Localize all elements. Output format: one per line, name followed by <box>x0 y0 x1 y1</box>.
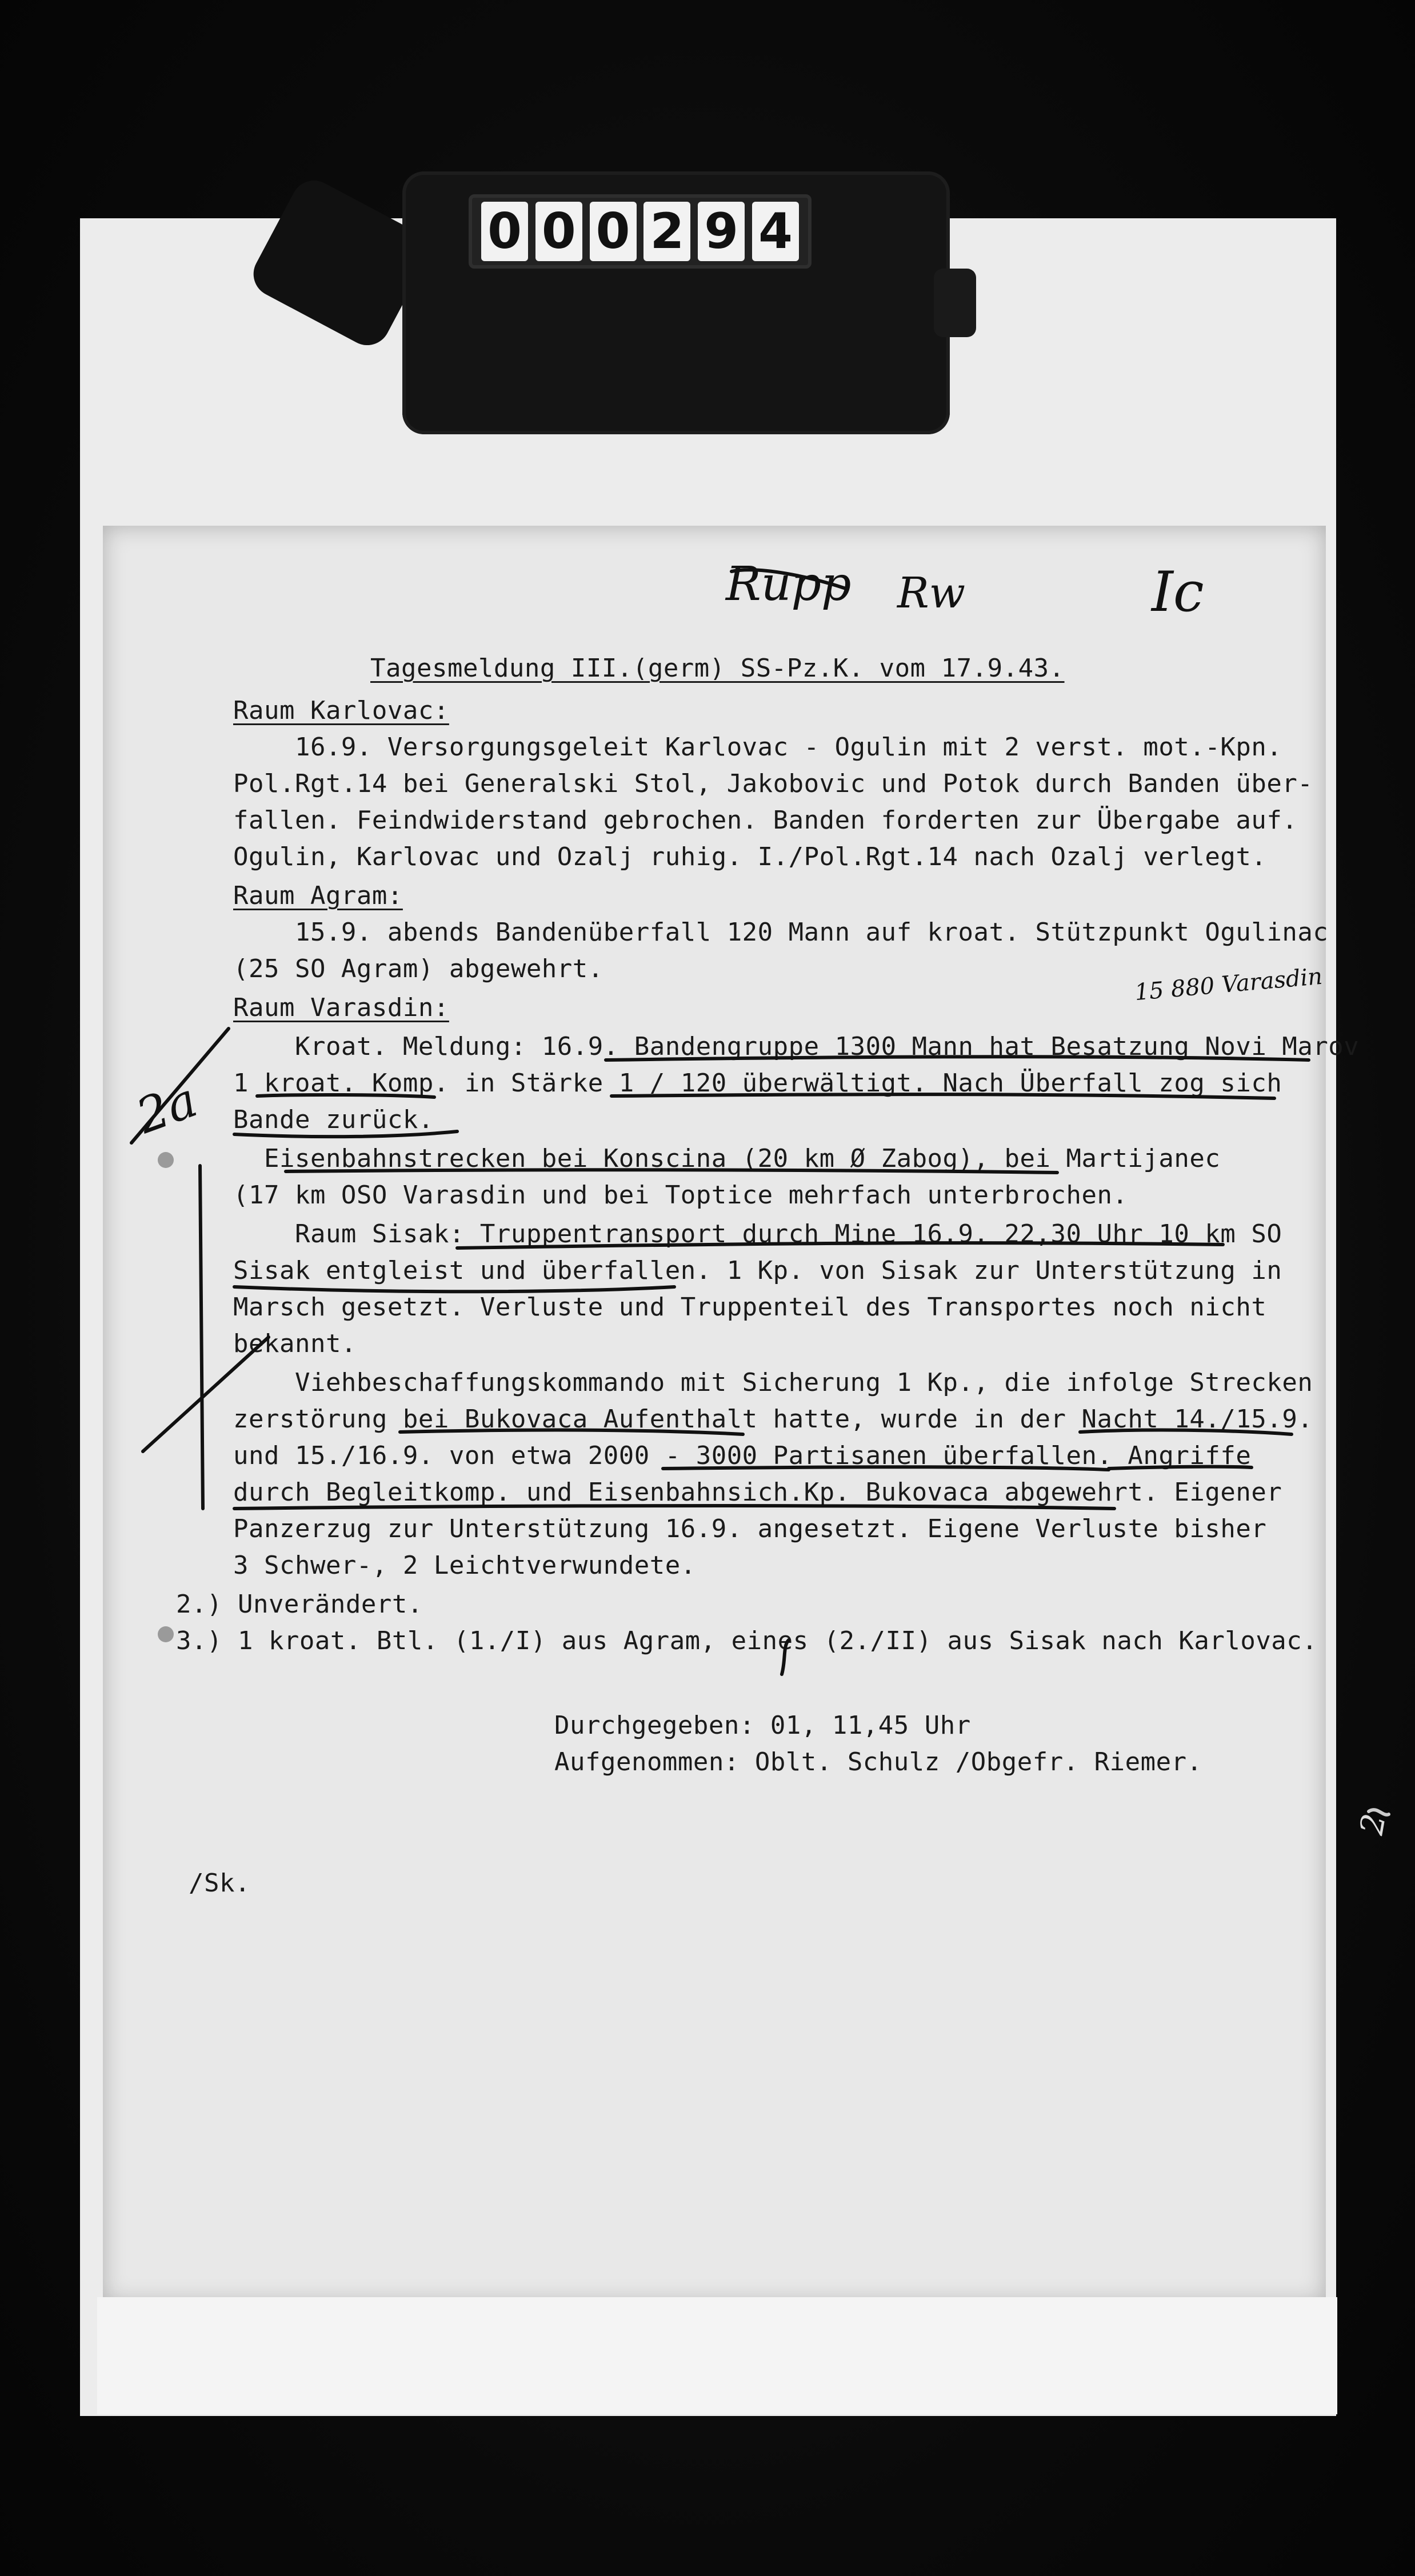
handwritten-margin-mark: 2a <box>129 1071 205 1145</box>
transmission-note: Durchgegeben: 01, 11,45 Uhr <box>554 1711 971 1740</box>
counter-digit: 0 <box>481 202 528 261</box>
text-line: Ogulin, Karlovac und Ozalj ruhig. I./Pol.Rgt.14 nach Ozalj verlegt. <box>233 842 1267 871</box>
handwritten-section-mark: Ic <box>1152 560 1204 624</box>
page-bottom-strip <box>97 2297 1337 2414</box>
text-line: (17 km OSO Varasdin und bei Toptice mehrfach unterbrochen. <box>233 1181 1128 1210</box>
text-line: Pol.Rgt.14 bei Generalski Stol, Jakobovic und Potok durch Banden über- <box>233 769 1313 798</box>
receipt-note: Aufgenommen: Oblt. Schulz /Obgefr. Riemer. <box>554 1747 1202 1777</box>
text-line: bekannt. <box>233 1329 357 1358</box>
typist-initials: /Sk. <box>189 1869 250 1898</box>
text-line: 3 Schwer-, 2 Leichtverwundete. <box>233 1551 696 1580</box>
counter-digit: 2 <box>643 202 690 261</box>
handwritten-margin-note: 15 880 Varasdin <box>1133 963 1324 1006</box>
text-line: Eisenbahnstrecken bei Konscina (20 km Ø Zabog), bei Martijanec <box>233 1144 1221 1173</box>
text-line: Panzerzug zur Unterstützung 16.9. angesetzt. Eigene Verluste bisher <box>233 1514 1267 1543</box>
numbered-item: 3.) 1 kroat. Btl. (1./I) aus Agram, eines (2./II) aus Sisak nach Karlovac. <box>176 1626 1318 1655</box>
section-heading: Raum Karlovac: <box>233 696 449 725</box>
text-line: (25 SO Agram) abgewehrt. <box>233 954 603 983</box>
counter-window <box>469 194 812 269</box>
text-line: Viehbeschaffungskommando mit Sicherung 1 Kp., die infolge Strecken <box>233 1368 1313 1397</box>
text-line: 15.9. abends Bandenüberfall 120 Mann auf kroat. Stützpunkt Ogulinac <box>233 918 1329 947</box>
text-line: 16.9. Versorgungsgeleit Karlovac - Ogulin mit 2 verst. mot.-Kpn. <box>233 733 1282 762</box>
counter-digit: 0 <box>590 202 637 261</box>
text-line: zerstörung bei Bukovaca Aufenthalt hatte, wurde in der Nacht 14./15.9. <box>233 1405 1313 1434</box>
counter-knob <box>934 269 976 337</box>
text-line: Marsch gesetzt. Verluste und Truppenteil des Transportes noch nicht <box>233 1293 1267 1322</box>
section-heading: Raum Agram: <box>233 881 403 910</box>
text-line: Sisak entgleist und überfallen. 1 Kp. von Sisak zur Unterstützung in <box>233 1256 1282 1285</box>
numbered-item: 2.) Unverändert. <box>176 1590 423 1619</box>
handwritten-edge-mark: 2 <box>1353 1811 1393 1838</box>
text-line: 1 kroat. Komp. in Stärke 1 / 120 überwältigt. Nach Überfall zog sich <box>233 1069 1282 1098</box>
text-line: Raum Sisak: Truppentransport durch Mine 16.9. 22,30 Uhr 10 km SO <box>233 1219 1282 1249</box>
text-line: durch Begleitkomp. und Eisenbahnsich.Kp. Bukovaca abgewehrt. Eigener <box>233 1478 1282 1507</box>
text-line: und 15./16.9. von etwa 2000 - 3000 Partisanen überfallen. Angriffe <box>233 1441 1252 1470</box>
text-line: Bande zurück. <box>233 1105 434 1134</box>
text-line: Kroat. Meldung: 16.9. Bandengruppe 1300 Mann hat Besatzung Novi Marov <box>233 1032 1360 1061</box>
text-line: fallen. Feindwiderstand gebrochen. Banden forderten zur Übergabe auf. <box>233 806 1298 835</box>
handwritten-initials: Rw <box>897 569 966 618</box>
section-heading: Raum Varasdin: <box>233 993 449 1022</box>
counter-digit: 9 <box>698 202 745 261</box>
handwritten-initials: Rupp <box>726 557 852 611</box>
counter-digit: 0 <box>535 202 582 261</box>
document-title: Tagesmeldung III.(germ) SS-Pz.K. vom 17.9.43. <box>370 654 1065 683</box>
counter-digit: 4 <box>752 202 799 261</box>
